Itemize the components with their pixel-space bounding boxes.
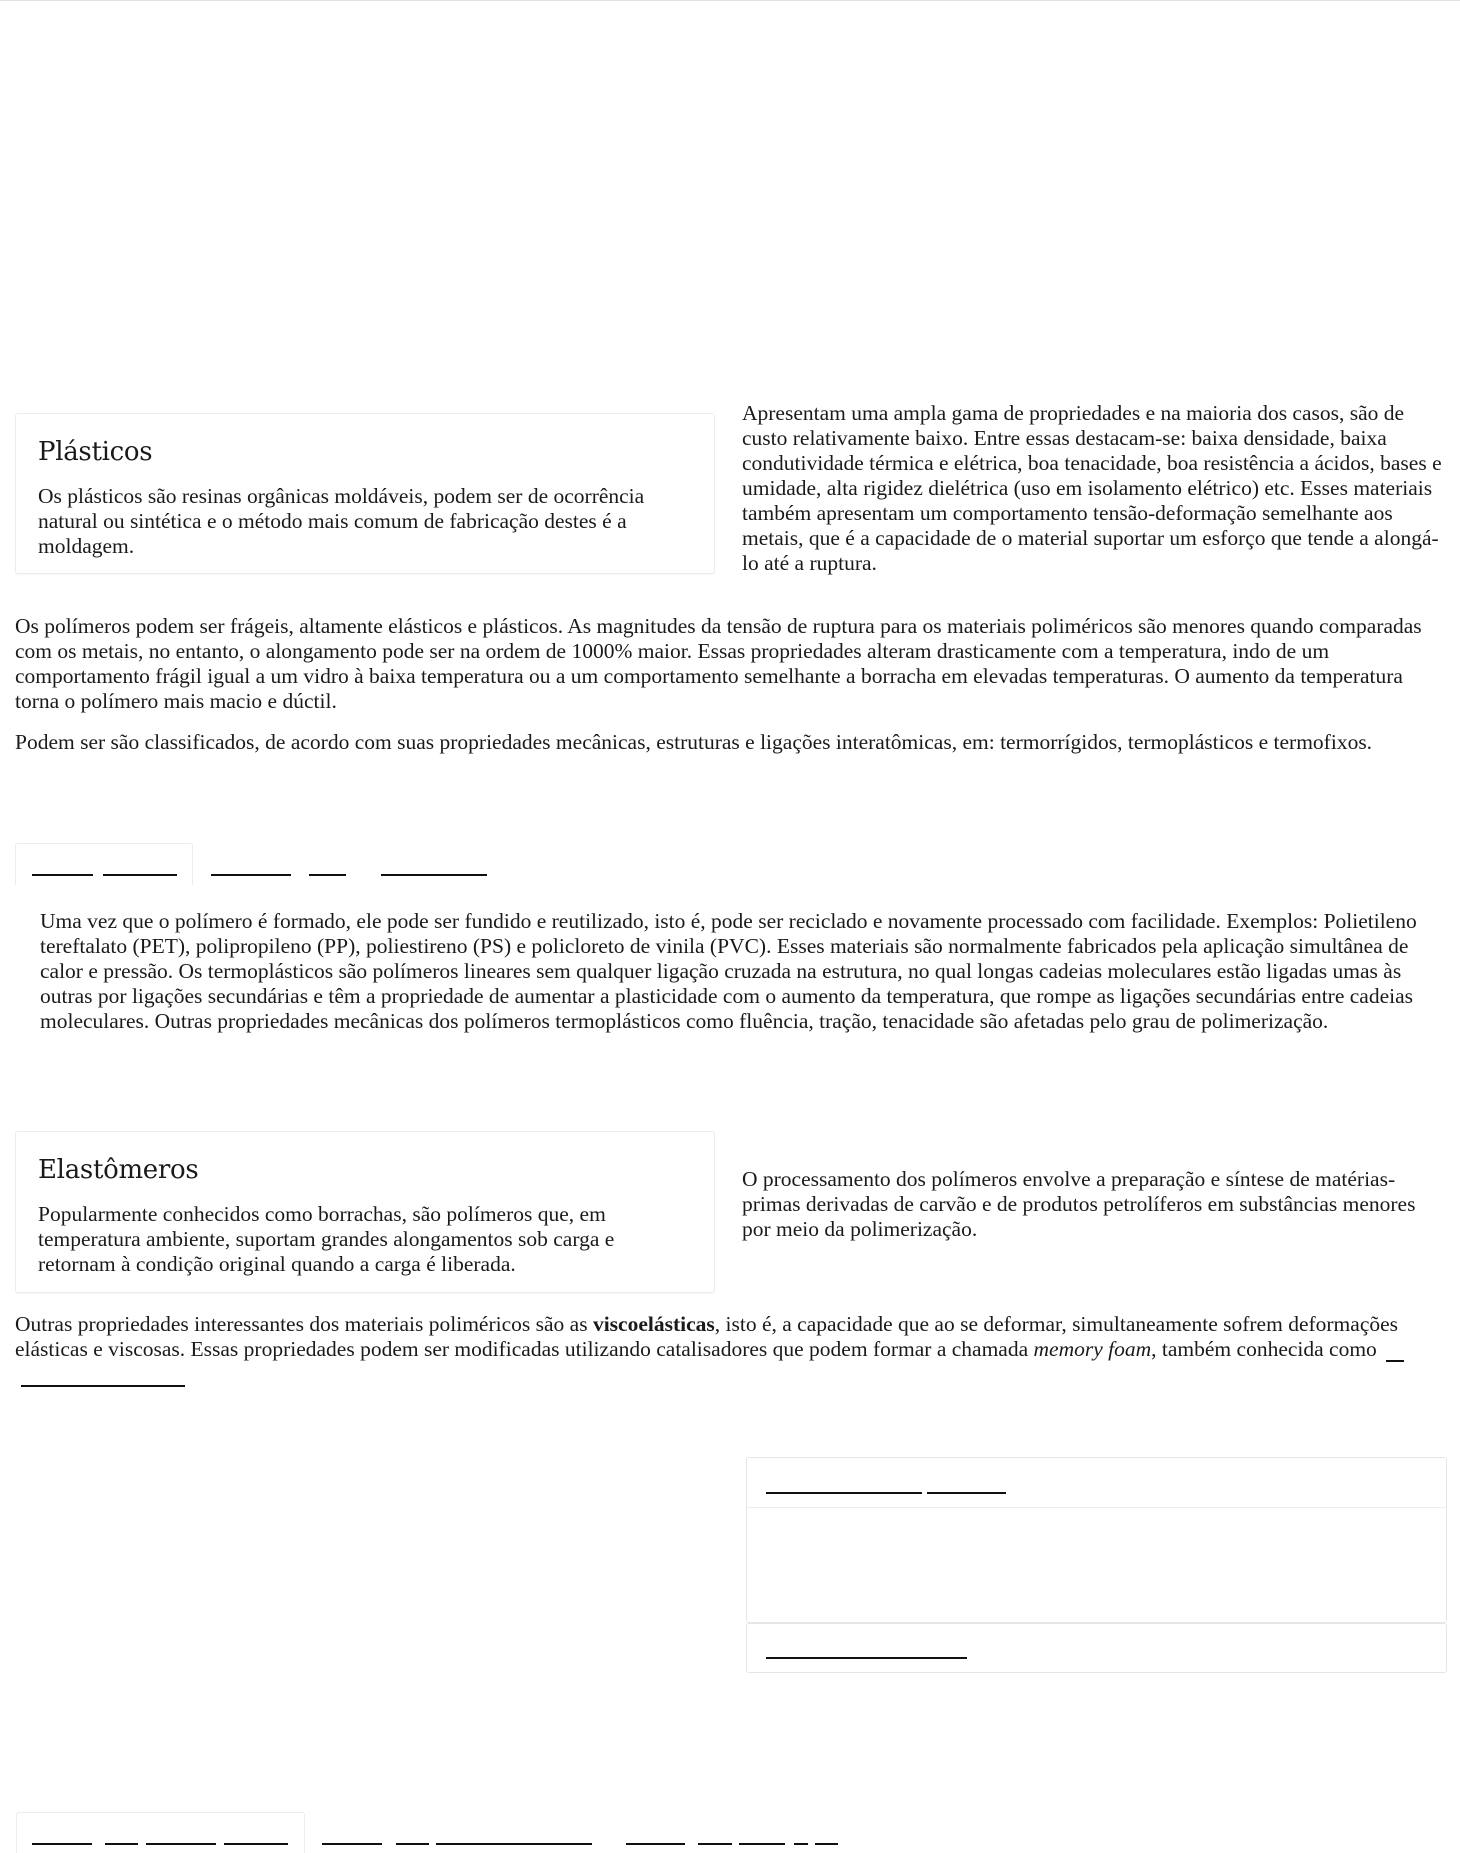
tab-2-label-blank[interactable] — [309, 874, 346, 876]
paragraph-viscoelastic — [15, 1312, 1450, 1387]
memory-foam-term: memory foam — [1033, 1337, 1152, 1361]
accordion-item-1-header[interactable] — [747, 1458, 1446, 1508]
bottom-tab-1-active[interactable] — [16, 1812, 305, 1853]
paragraph-properties: Os polímeros podem ser frágeis, altamente elásticos e plásticos. As magnitudes da tensão de ruptura para os materiais poliméricos são menores quando comparadas com os metais, no entanto, o alongamento pode ser na ordem de 1000% maior. Essas propriedades alteram drasticamente com a temperatura, indo de um comportamento frágil igual a um vidro à baixa temperatura ou a um comportamento semelhante a borracha em elevadas temperaturas. O aumento da temperatura torna o polímero mais macio e dúctil. — [15, 614, 1422, 713]
bottom-tab-3-label-blank[interactable] — [815, 1843, 838, 1845]
bottom-tab-1-label-blank[interactable] — [224, 1843, 288, 1845]
hidden-term-blank — [1386, 1360, 1404, 1362]
bottom-tab-1-label-blank[interactable] — [146, 1843, 216, 1845]
tab-3-label-blank[interactable] — [381, 874, 487, 876]
bottom-tab-3-label-blank[interactable] — [698, 1843, 732, 1845]
hidden-term-blank — [21, 1385, 185, 1387]
viscoelastic-text-3: , também conhecida como — [1151, 1337, 1377, 1361]
processamento-text: O processamento dos polímeros envolve a preparação e síntese de matérias-primas derivadas de carvão e de produtos petrolíferos em substâncias menores por meio da polimerização. — [742, 1167, 1416, 1241]
accordion-item-2[interactable] — [746, 1623, 1447, 1673]
accordion-item-2-label-blank[interactable] — [766, 1657, 967, 1659]
tab-1-label-blank[interactable] — [103, 874, 177, 876]
top-border — [0, 0, 1460, 1]
accordion-item-1 — [746, 1457, 1447, 1623]
tab-content-termoplasticos: Uma vez que o polímero é formado, ele pode ser fundido e reutilizado, isto é, pode ser reciclado e novamente processado com facilidade. Exemplos: Polietileno tereftalato (PET), polipropileno (PP), poliestireno (PS) e policloreto de vinila (PVC). Esses materiais são normalmente fabricados pela aplicação simultânea de calor e pressão. Os termoplásticos são polímeros lineares sem qualquer ligação cruzada na estrutura, no qual longas cadeias moleculares estão ligadas umas às outras por ligações secundárias e têm a propriedade de aumentar a plasticidade com o aumento da temperatura, que rompe as ligações secundárias entre cadeias moleculares. Outras propriedades mecânicas dos polímeros termoplásticos como fluência, tração, tenacidade são afetadas pelo grau de polimerização. — [40, 909, 1417, 1033]
bottom-tab-2-label-blank[interactable] — [396, 1843, 429, 1845]
plasticos-side-text: Apresentam uma ampla gama de propriedades e na maioria dos casos, são de custo relativamente baixo. Entre essas destacam-se: baixa densidade, baixa condutividade térmica e elétrica, boa tenacidade, boa resistência a ácidos, bases e umidade, alta rigidez dielétrica (uso em isolamento elétrico) etc. Esses materiais também apresentam um comportamento tensão-deformação semelhante aos metais, que é a capacidade de o material suportar um esforço que tende a alongá-lo até a ruptura. — [742, 401, 1442, 575]
bottom-tab-3-label-blank[interactable] — [739, 1843, 785, 1845]
bottom-tab-3-label-blank[interactable] — [794, 1843, 808, 1845]
elastomeros-body: Popularmente conhecidos como borrachas, são polímeros que, em temperatura ambiente, suportam grandes alongamentos sob carga e retornam à condição original quando a carga é liberada. — [38, 1202, 615, 1276]
tab-2-label-blank[interactable] — [211, 874, 291, 876]
elastomeros-card — [15, 1131, 715, 1293]
bottom-tab-2-label-blank[interactable] — [322, 1843, 382, 1845]
viscoelastic-bold: viscoelásticas — [592, 1312, 715, 1336]
bottom-tab-2-label-blank[interactable] — [436, 1843, 592, 1845]
accordion-item-1-label-blank[interactable] — [927, 1492, 1006, 1494]
bottom-tab-1-label-blank[interactable] — [105, 1843, 138, 1845]
paragraph-classification: Podem ser são classificados, de acordo com suas propriedades mecânicas, estruturas e ligações interatômicas, em: termorrígidos, termoplásticos e termofixos. — [15, 730, 1373, 754]
tab-1-active[interactable] — [15, 843, 193, 885]
bottom-tab-3-label-blank[interactable] — [626, 1843, 685, 1845]
plasticos-body: Os plásticos são resinas orgânicas moldáveis, podem ser de ocorrência natural ou sintética e o método mais comum de fabricação destes é a moldagem. — [38, 484, 645, 558]
plasticos-card — [15, 413, 715, 574]
viscoelastic-text-2: , isto é, a capacidade que ao se deformar, simultaneamente sofrem deformações elásticas e viscosas. Essas propriedades podem ser modificadas utilizando catalisadores que podem formar a chamada — [15, 1312, 1399, 1361]
plasticos-title: Plásticos — [38, 437, 153, 467]
tab-1-label-blank[interactable] — [32, 874, 93, 876]
viscoelastic-text-1: Outras propriedades interessantes dos materiais poliméricos são as — [15, 1312, 593, 1336]
bottom-tab-1-label-blank[interactable] — [32, 1843, 92, 1845]
elastomeros-title: Elastômeros — [38, 1155, 199, 1185]
accordion-item-1-label-blank[interactable] — [766, 1492, 922, 1494]
